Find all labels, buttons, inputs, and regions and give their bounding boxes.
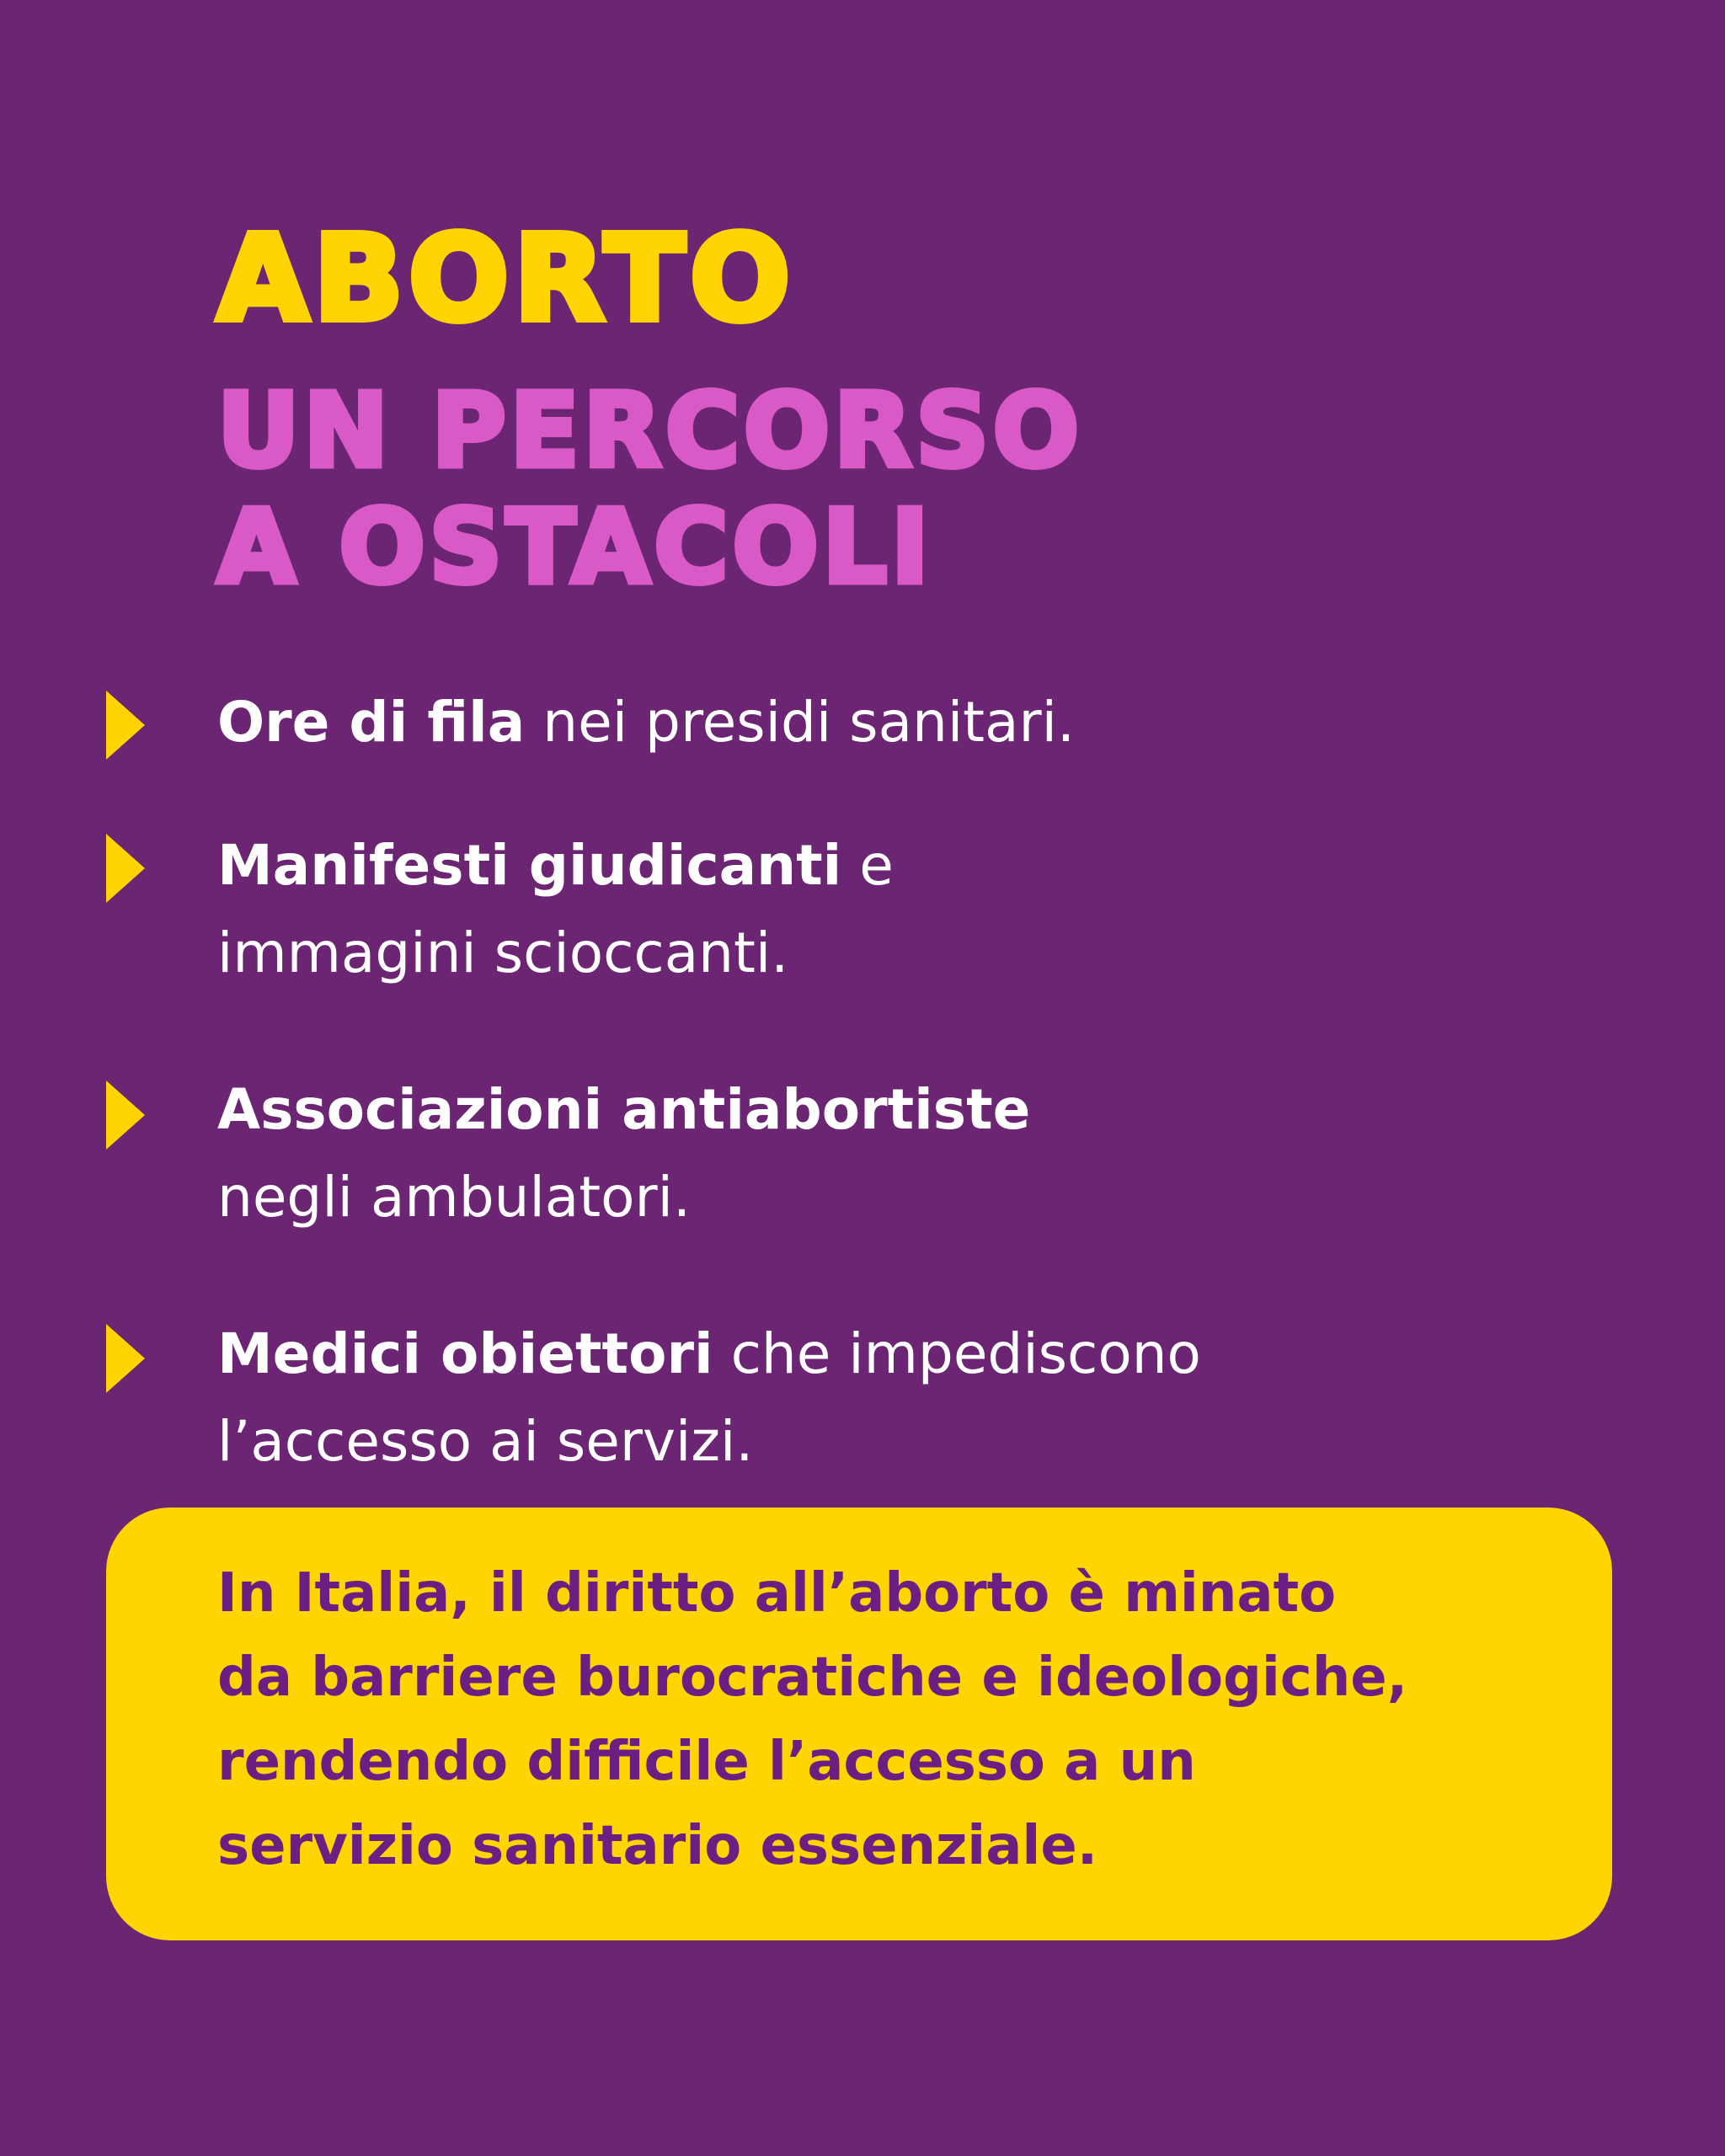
chevron-right-icon xyxy=(106,834,145,903)
list-item-2-line-2: immagini scioccanti. xyxy=(217,921,789,985)
list-item-3-line-1 xyxy=(217,1066,1607,1154)
list-item-2-line-1 xyxy=(217,822,1607,910)
list-item-4 xyxy=(217,1310,1607,1486)
list-item-1-rest: nei presidi sanitari. xyxy=(525,690,1075,755)
callout-line-2: da barriere burocratiche e ideologiche, xyxy=(217,1646,1407,1709)
list-item-3 xyxy=(217,1066,1607,1241)
list-item-4-line-2: l’accesso ai servizi. xyxy=(217,1409,754,1474)
chevron-right-icon xyxy=(106,691,145,760)
main-title: ABORTO xyxy=(217,211,796,348)
list-item-3-bold: Associazioni antiabortiste xyxy=(217,1077,1031,1142)
callout-line-3: rendendo difficile l’accesso a un xyxy=(217,1731,1196,1793)
list-item-4-line-1 xyxy=(217,1310,1607,1398)
chevron-right-icon xyxy=(106,1324,145,1393)
chevron-right-icon xyxy=(106,1081,145,1150)
list-item-2-bold: Manifesti giudicanti xyxy=(217,833,842,898)
subtitle-line-2: A OSTACOLI xyxy=(217,489,933,606)
subtitle xyxy=(217,374,1083,606)
callout-line-1: In Italia, il diritto all’aborto è minato xyxy=(217,1562,1337,1625)
subtitle-line-1: UN PERCORSO xyxy=(217,373,1083,490)
callout-line-4: servizio sanitario essenziale. xyxy=(217,1815,1098,1877)
list-item-1 xyxy=(217,679,1607,766)
callout-text xyxy=(217,1551,1407,1888)
list-item-4-rest: che impediscono xyxy=(713,1321,1201,1386)
list-item-1-line-1 xyxy=(217,679,1607,766)
list-item-3-line-2: negli ambulatori. xyxy=(217,1165,691,1230)
list-item-2 xyxy=(217,822,1607,997)
list-item-4-bold: Medici obiettori xyxy=(217,1321,713,1386)
list-item-2-rest: e xyxy=(841,833,894,898)
callout-box xyxy=(106,1508,1612,1940)
list-item-1-bold: Ore di fila xyxy=(217,690,526,755)
